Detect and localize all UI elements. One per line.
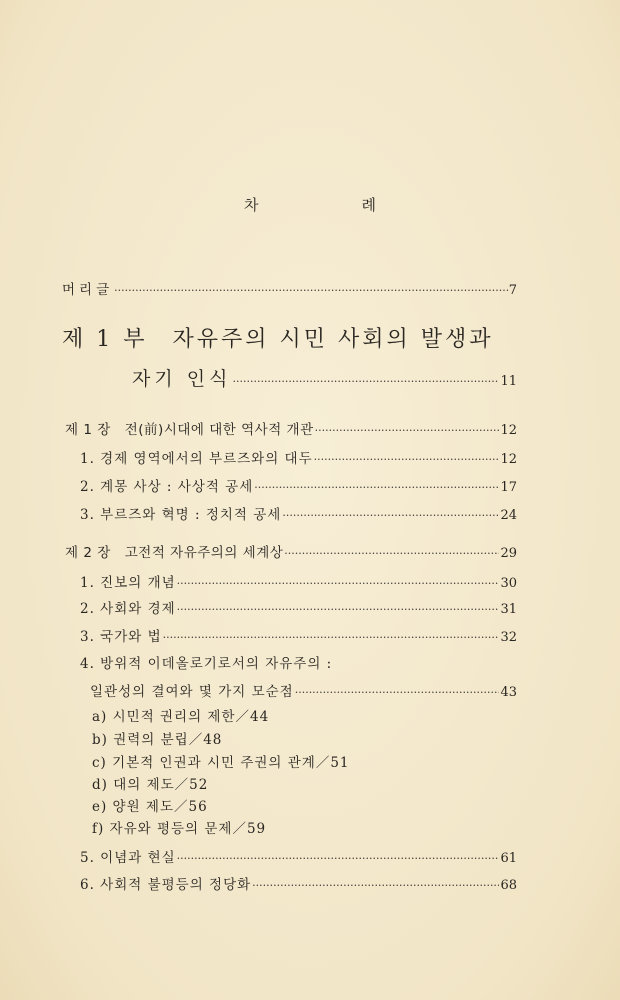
dot-leader — [314, 453, 500, 466]
entry-label: 1. 경제 영역에서의 부르즈와의 대두 — [80, 451, 313, 467]
entry-label: 자기 인식 — [132, 368, 232, 390]
entry-page: 32 — [500, 630, 517, 645]
toc-entry-section — [80, 846, 517, 866]
toc-entry-section — [80, 503, 517, 523]
toc-entry-part1 — [132, 364, 517, 391]
entry-page: 30 — [500, 576, 517, 591]
entry-label: 5. 이념과 현실 — [80, 850, 176, 866]
toc-entry-section — [80, 625, 517, 645]
entry-label: 일관성의 결여와 몇 가지 모순점 — [90, 684, 294, 700]
dot-leader — [252, 879, 499, 892]
toc-subsection: c) 기본적 인권과 시민 주권의 관계／51 — [92, 755, 350, 771]
dot-leader — [254, 481, 499, 494]
entry-label: 6. 사회적 불평등의 정당화 — [80, 877, 252, 893]
toc-entry-section — [80, 873, 517, 893]
dot-leader — [163, 631, 500, 644]
dot-leader — [114, 284, 508, 297]
entry-page: 17 — [500, 480, 517, 495]
entry-label: 제 2 장 고전적 자유주의의 세계상 — [65, 545, 284, 561]
entry-label: 2. 계몽 사상 : 사상적 공세 — [80, 479, 254, 495]
entry-page: 68 — [500, 878, 517, 893]
part-title: 제 1 부 자유주의 시민 사회의 발생과 — [62, 327, 494, 352]
entry-page: 11 — [500, 374, 517, 389]
toc-entry-section — [80, 571, 517, 591]
toc-entry-chapter2 — [65, 541, 517, 561]
toc-entry-section-line1: 4. 방위적 이데올로기로서의 자유주의 : — [80, 656, 333, 672]
entry-label: 제 1 장 전(前)시대에 대한 역사적 개관 — [65, 422, 314, 438]
toc-entry-section — [80, 475, 517, 495]
dot-leader — [177, 852, 500, 865]
entry-page: 24 — [500, 508, 517, 523]
toc-subsection: a) 시민적 권리의 제한／44 — [92, 709, 270, 725]
toc-entry-section — [80, 447, 517, 467]
dot-leader — [177, 603, 500, 616]
entry-page: 43 — [500, 685, 517, 700]
toc-subsection: f) 자유와 평등의 문제／59 — [92, 821, 267, 837]
toc-entry-preface — [62, 278, 517, 298]
entry-page: 12 — [500, 452, 517, 467]
entry-label: 3. 국가와 법 — [80, 629, 162, 645]
dot-leader — [282, 509, 499, 522]
toc-subsection: d) 대의 제도／52 — [92, 777, 209, 793]
toc-subsection: e) 양원 제도／56 — [92, 799, 208, 815]
toc-subsection: b) 권력의 분립／48 — [92, 732, 223, 748]
entry-page: 29 — [500, 546, 517, 561]
dot-leader — [315, 424, 500, 437]
dot-leader — [284, 547, 499, 560]
entry-label: 3. 부르즈와 혁명 : 정치적 공세 — [80, 507, 282, 523]
entry-page: 7 — [508, 283, 517, 298]
toc-heading: 차 례 — [244, 196, 420, 214]
entry-label: 머리글 — [62, 282, 114, 298]
entry-label: 1. 진보의 개념 — [80, 575, 176, 591]
toc-entry-section — [80, 597, 517, 617]
entry-page: 12 — [500, 423, 517, 438]
dot-leader — [295, 686, 500, 699]
dot-leader — [232, 375, 499, 388]
entry-label: 2. 사회와 경제 — [80, 601, 176, 617]
toc-entry-chapter1 — [65, 418, 517, 438]
entry-page: 31 — [500, 602, 517, 617]
entry-page: 61 — [500, 851, 517, 866]
dot-leader — [177, 577, 500, 590]
toc-entry-section — [90, 680, 517, 700]
